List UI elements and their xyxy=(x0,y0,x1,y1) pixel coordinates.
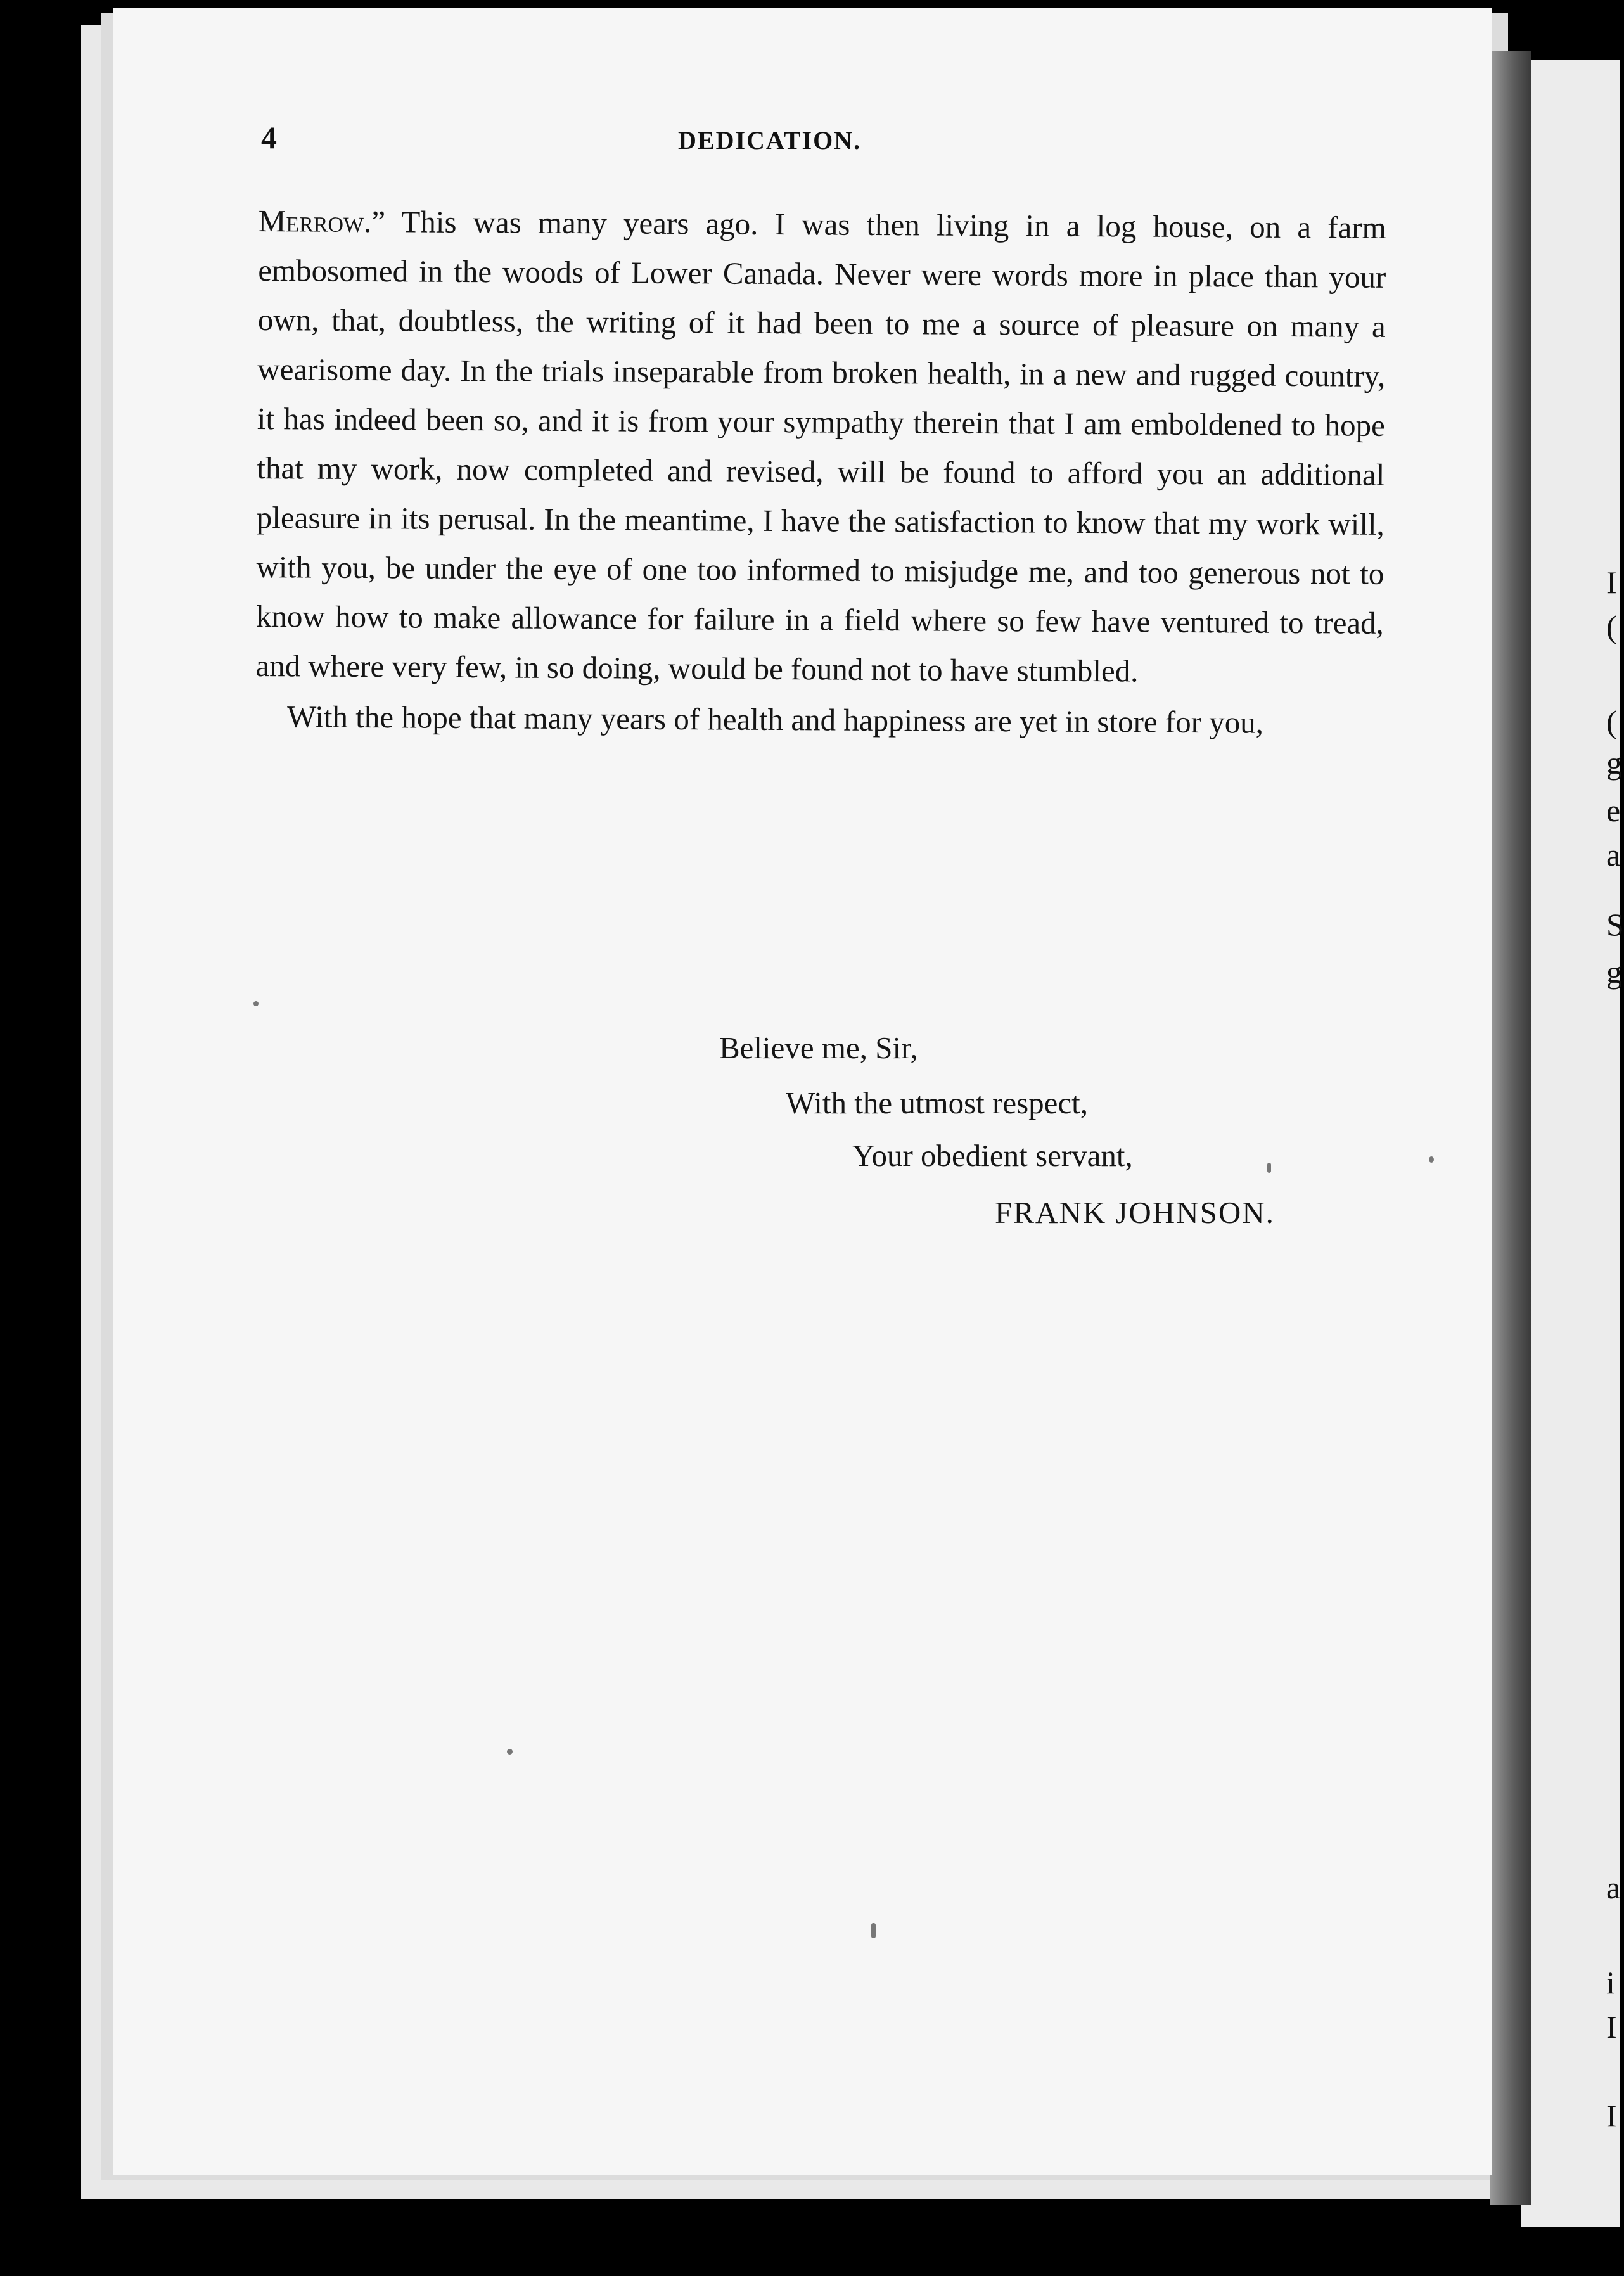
adjacent-page-letter: I xyxy=(1606,2009,1617,2045)
page-number: 4 xyxy=(261,120,277,155)
closing-salutation: Believe me, Sir, xyxy=(719,1030,918,1065)
adjacent-page-letter: a xyxy=(1606,837,1621,873)
adjacent-page-letter: I xyxy=(1606,565,1617,600)
dedication-body xyxy=(255,196,1386,748)
signature: FRANK JOHNSON. xyxy=(995,1195,1275,1230)
paper-speck xyxy=(1267,1163,1271,1173)
adjacent-page xyxy=(1521,60,1620,2227)
lead-word: Merrow. xyxy=(258,203,372,240)
page-gutter-shadow xyxy=(1490,51,1531,2205)
adjacent-page-letter: S xyxy=(1606,907,1624,942)
paper-speck xyxy=(1429,1156,1434,1163)
paragraph xyxy=(255,196,1386,698)
adjacent-page-letter: g xyxy=(1606,745,1622,781)
adjacent-page-letter: e xyxy=(1606,793,1621,828)
closing-line: Your obedient servant, xyxy=(852,1138,1133,1173)
adjacent-page-letter: ( xyxy=(1606,704,1617,739)
adjacent-page-letter: ( xyxy=(1606,609,1617,644)
adjacent-page-letter: i xyxy=(1606,1965,1615,2000)
paragraph: With the hope that many years of health and happiness are yet in store for you, xyxy=(286,699,1264,740)
running-head: DEDICATION. xyxy=(678,126,862,155)
adjacent-page-letter: a xyxy=(1606,1870,1621,1905)
paper-speck xyxy=(507,1749,513,1755)
paper-speck xyxy=(871,1923,876,1938)
adjacent-page-letter: I xyxy=(1606,2098,1617,2133)
paragraph-text: ” This was many years ago. I was then living in a log house, on a farm embosomed in the woods of Lower Canada. Never were words more in place than your own, that, doubtless, the writing of it had been to me a source of pleasure on many a wearisome day. In the trials inseparable from broken health, in a new and rugged country, it has indeed been so, and it is from your sympathy therein that I am emboldened to hope that my work, now completed and revised, will be found to afford you an additional pleasure in its perusal. In the meantime, I have the satisfaction to know that my work will, with you, be under the eye of one too informed to misjudge me, and too generous not to know how to make allowance for failure in a field where so few have ventured to tread, and where very few, in so doing, would be found not to have stumbled. xyxy=(255,204,1386,689)
closing-line: With the utmost respect, xyxy=(786,1085,1089,1120)
adjacent-page-letter: g xyxy=(1606,954,1622,990)
paper-speck xyxy=(253,1001,259,1006)
